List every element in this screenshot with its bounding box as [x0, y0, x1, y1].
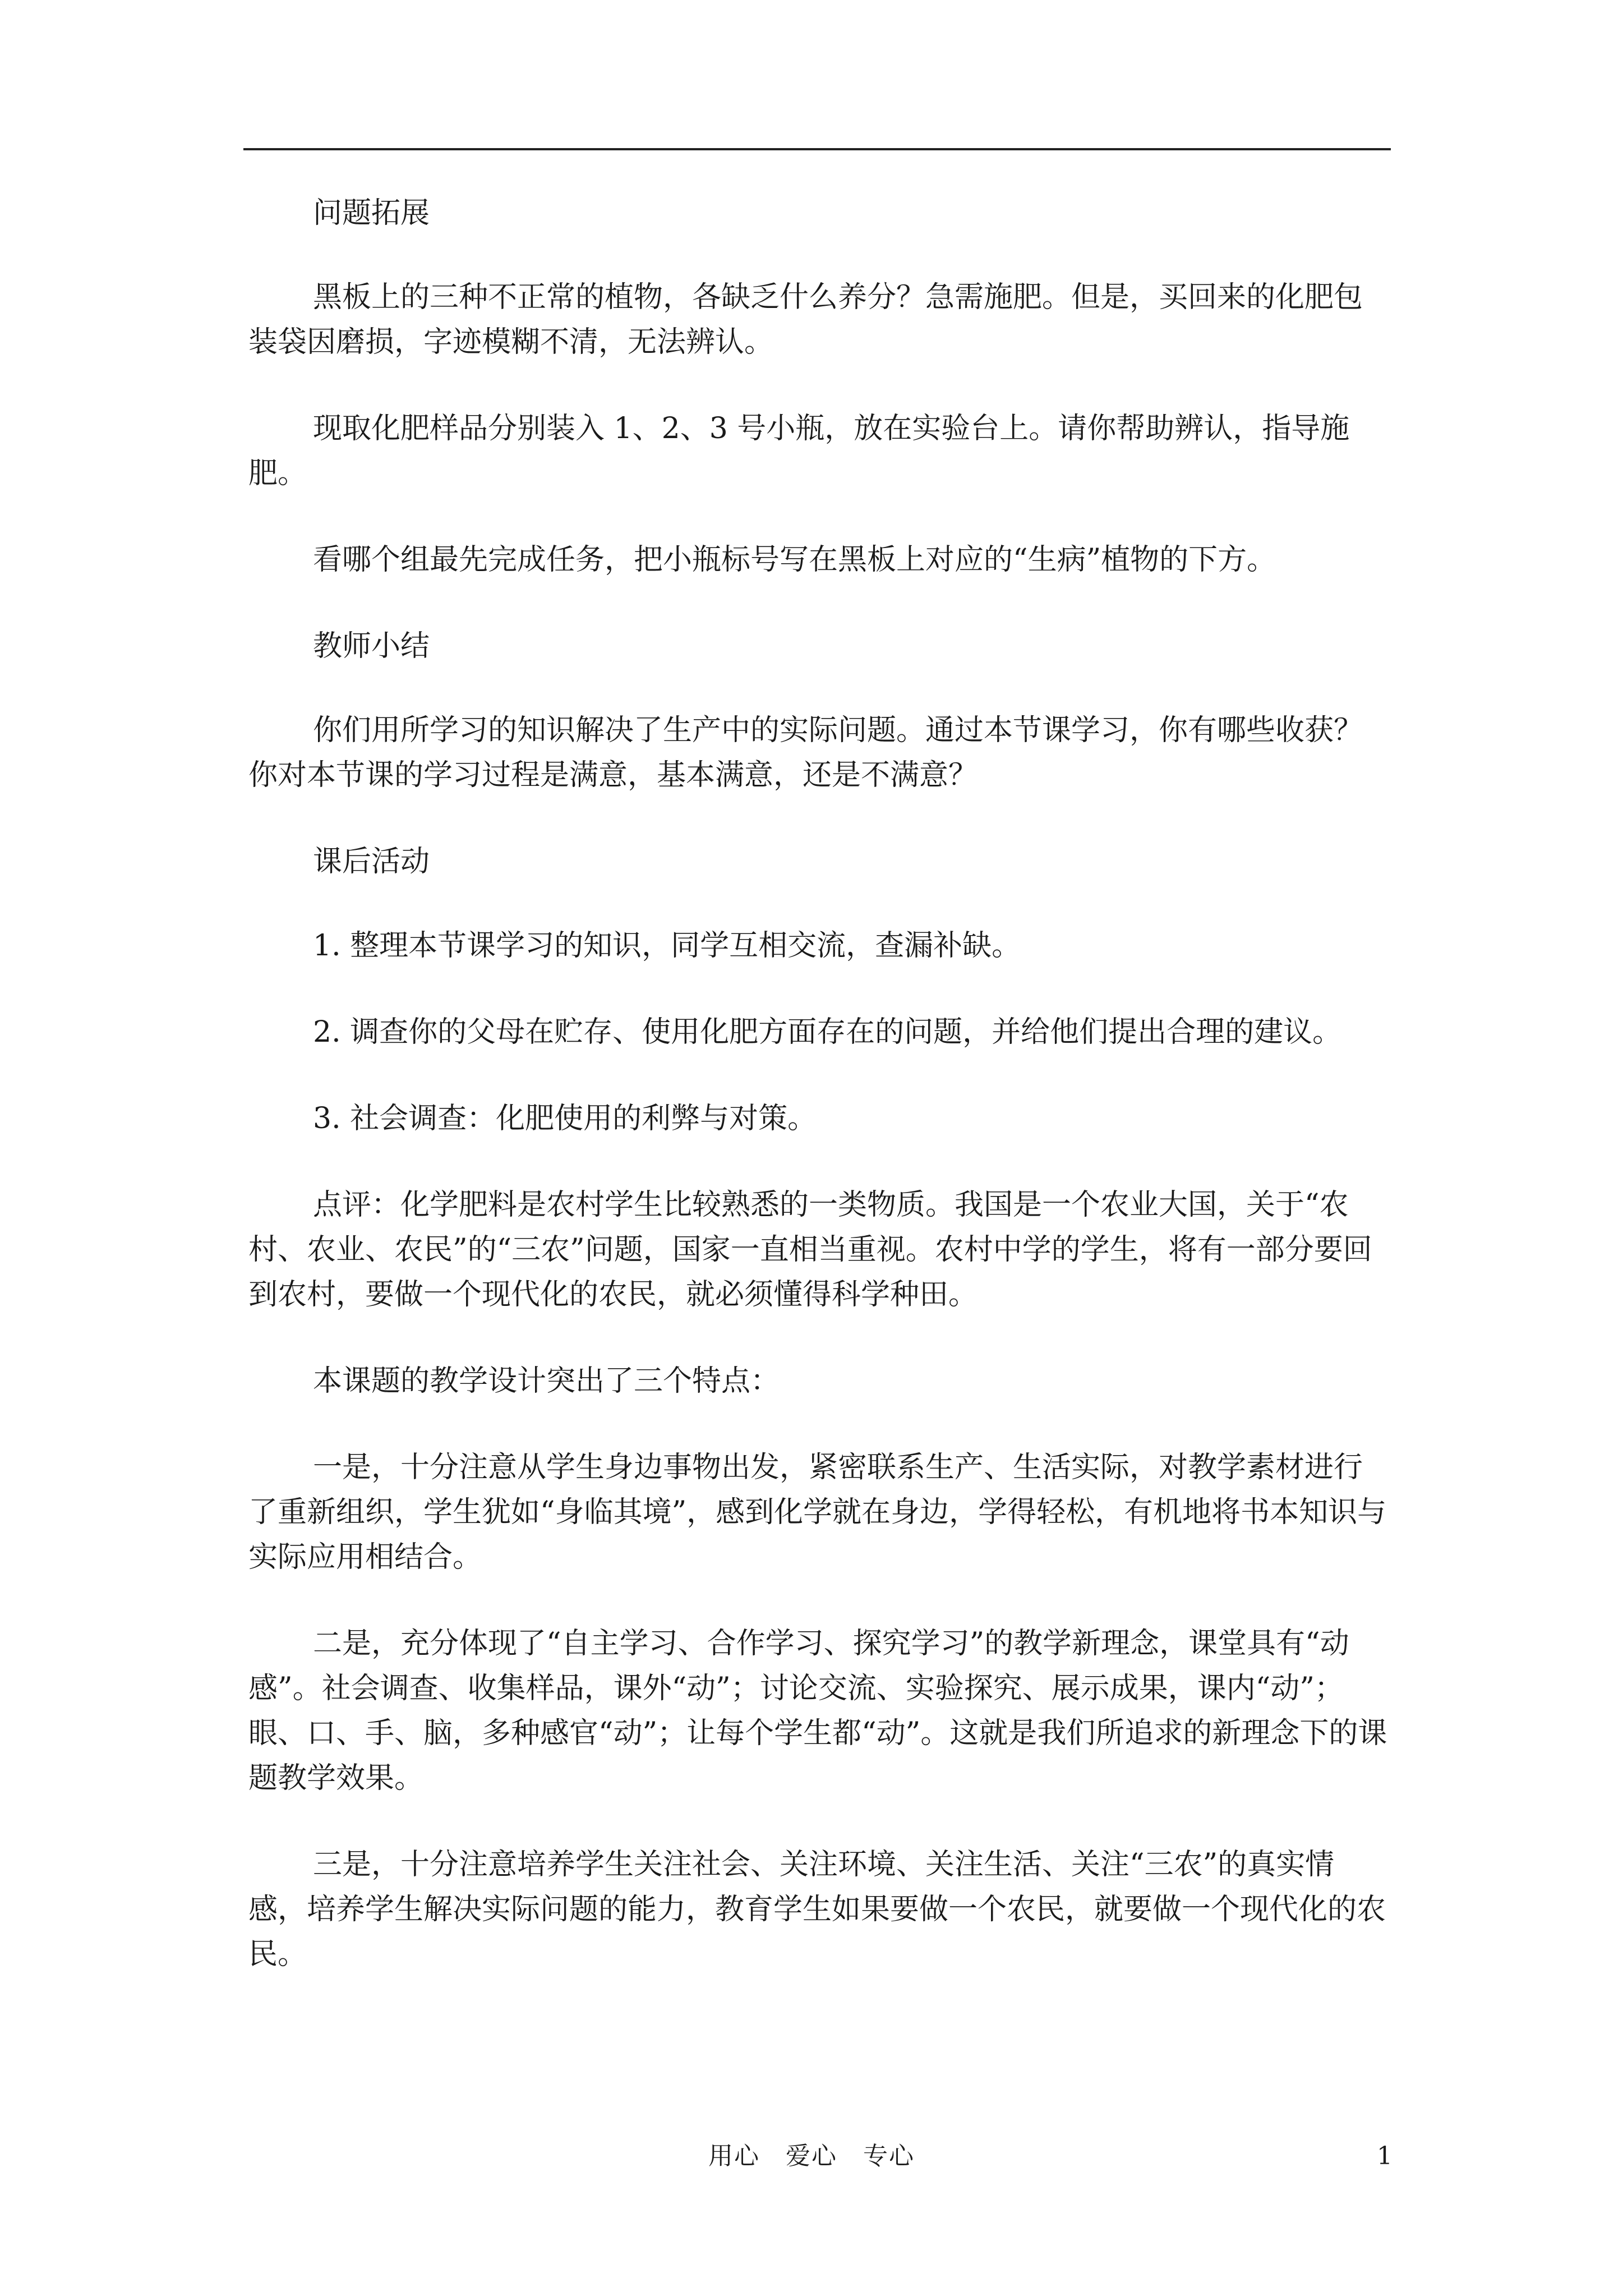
heading-problem-extension: 问题拓展 [313, 196, 430, 230]
page-number: 1 [1377, 2142, 1393, 2170]
heading-after-class-activities: 课后活动 [313, 845, 430, 878]
paragraph-group-task: 看哪个组最先完成任务，把小瓶标号写在黑板上对应的“生病”植物的下方。 [313, 543, 1276, 577]
paragraph-feature-three: 三是，十分注意培养学生关注社会、关注环境、关注生活、关注“三农”的真实情感，培养学生解决实际问题的能力，教育学生如果要做一个农民，就要做一个现代化的农民。 [248, 1848, 1386, 1971]
paragraph-feature-one: 一是，十分注意从学生身边事物出发，紧密联系生产、生活实际，对教学素材进行了重新组织，学生犹如“身临其境”，感到化学就在身边，学得轻松，有机地将书本知识与实际应用相结合。 [248, 1451, 1387, 1574]
paragraph-comment: 点评：化学肥料是农村学生比较熟悉的一类物质。我国是一个农业大国，关于“农村、农业、农民”的“三农”问题，国家一直相当重视。农村中学的学生，将有一部分要回到农村，要做一个现代化的农民，就必须懂得科学种田。 [248, 1188, 1372, 1312]
footer-motto: 用心 爱心 专心 [708, 2142, 915, 2170]
paragraph-three-features: 本课题的教学设计突出了三个特点： [313, 1364, 780, 1398]
paragraph-summary: 你们用所学习的知识解决了生产中的实际问题。通过本节课学习，你有哪些收获？你对本节课的学习过程是满意，基本满意，还是不满意？ [248, 714, 1363, 792]
paragraph-feature-two: 二是，充分体现了“自主学习、合作学习、探究学习”的教学新理念，课堂具有“动感”。社会调查、收集样品，课外“动”；讨论交流、实验探究、展示成果，课内“动”；眼、口、手、脑，多种感官“动”；让每个学生都“动”。这就是我们所追求的新理念下的课题教学效果。 [248, 1627, 1387, 1795]
list-item-activity-1: 1. 整理本节课学习的知识，同学互相交流，查漏补缺。 [313, 929, 1021, 963]
list-item-activity-3: 3. 社会调查：化肥使用的利弊与对策。 [313, 1102, 817, 1135]
paragraph-fertilizer-samples: 现取化肥样品分别装入 1、2、3 号小瓶，放在实验台上。请你帮助辨认，指导施肥。 [248, 412, 1350, 490]
heading-teacher-summary: 教师小结 [313, 629, 430, 663]
paragraph-blackboard-plants: 黑板上的三种不正常的植物，各缺乏什么养分？急需施肥。但是，买回来的化肥包装袋因磨损，字迹模糊不清，无法辨认。 [248, 280, 1363, 359]
list-item-activity-2: 2. 调查你的父母在贮存、使用化肥方面存在的问题，并给他们提出合理的建议。 [313, 1015, 1342, 1049]
document-body [248, 191, 1389, 2018]
header-rule [243, 148, 1391, 150]
